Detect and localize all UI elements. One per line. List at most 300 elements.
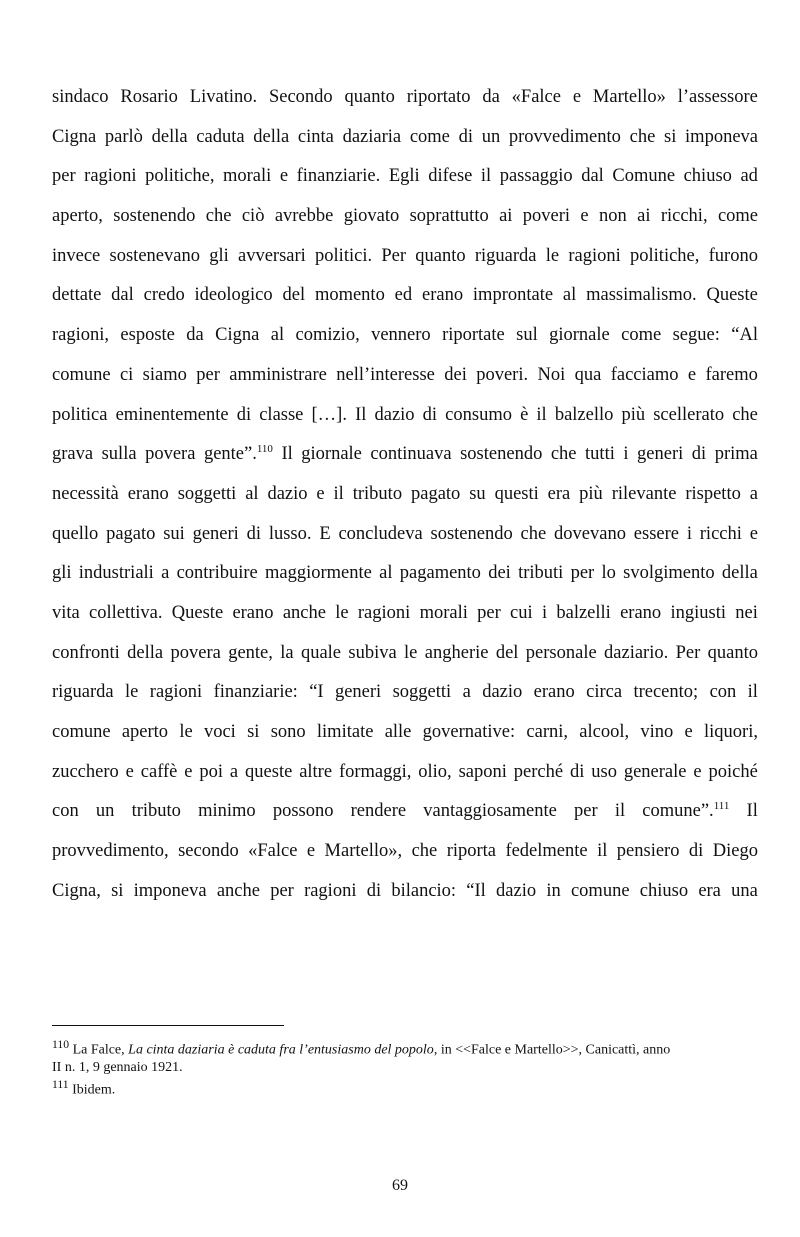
- word: poiché: [708, 761, 758, 782]
- word: erano: [421, 285, 464, 306]
- word: erano: [232, 602, 274, 623]
- word: ragioni: [149, 682, 203, 703]
- word: chiuso: [683, 166, 732, 187]
- word: un: [95, 801, 115, 822]
- word: giornale: [301, 444, 362, 465]
- word: ragioni: [568, 245, 621, 266]
- word: pensiero: [616, 841, 680, 862]
- word: la: [280, 642, 294, 663]
- word: soggetti: [392, 682, 452, 703]
- word: governative:: [422, 722, 516, 742]
- word: del: [495, 642, 519, 663]
- word: comizio,: [295, 325, 360, 346]
- word: collettiva.: [89, 602, 163, 623]
- word: ragioni: [304, 880, 357, 901]
- word: olio,: [418, 761, 452, 782]
- footnotes: [52, 1036, 758, 1098]
- word: è: [520, 404, 529, 425]
- word: povera: [145, 444, 196, 465]
- word: furono: [708, 245, 758, 266]
- word: e: [687, 364, 697, 385]
- word: cui: [510, 602, 533, 623]
- word: del: [282, 285, 306, 306]
- word: e: [684, 722, 693, 742]
- word: e: [316, 483, 325, 504]
- word: ricchi,: [660, 206, 708, 227]
- word: erano: [533, 682, 575, 703]
- word: era: [698, 880, 721, 901]
- word: Il: [355, 404, 367, 425]
- word: poveri: [522, 206, 571, 227]
- word: caduta: [196, 126, 245, 147]
- word: secondo: [178, 841, 239, 862]
- word: balzelli: [556, 602, 611, 623]
- word: siamo: [142, 364, 187, 385]
- word: amministrare: [229, 364, 327, 385]
- word: Rosario: [120, 87, 178, 107]
- word: balzello: [554, 404, 614, 425]
- word: comune: [52, 364, 111, 385]
- word: Cigna: [215, 325, 260, 346]
- footnote-110-line-2: II n. 1, 9 gennaio 1921.: [52, 1059, 183, 1075]
- word: vennero: [371, 325, 431, 346]
- word: povera: [170, 642, 221, 663]
- word: come: [717, 206, 758, 227]
- word: di: [236, 404, 252, 425]
- word: E: [319, 523, 331, 544]
- word: il: [747, 682, 758, 703]
- word: concludeva: [338, 523, 423, 544]
- word: consumo: [445, 404, 512, 425]
- word: confronti: [52, 642, 120, 663]
- body-line: [52, 435, 758, 475]
- word: comune: [570, 880, 630, 901]
- word: faremo: [705, 364, 758, 385]
- word: rilevante: [611, 483, 677, 504]
- word: «Falce: [248, 841, 298, 862]
- word: saponi: [458, 761, 507, 782]
- word: “I: [309, 682, 324, 703]
- body-line: [52, 713, 758, 753]
- word: sulla: [101, 444, 137, 465]
- word: giornale: [549, 325, 610, 346]
- word: ci: [119, 364, 134, 385]
- word: era: [547, 483, 571, 504]
- word: quale: [300, 642, 342, 663]
- word: maggiormente: [265, 563, 372, 584]
- word: di: [569, 761, 585, 782]
- word: chiuso: [639, 880, 689, 901]
- word: classe: [259, 404, 304, 425]
- word: e: [693, 761, 702, 782]
- word: Martello»: [592, 87, 666, 107]
- body-line: [52, 515, 758, 555]
- word: daziario.: [604, 642, 669, 663]
- word: rendere: [350, 801, 407, 822]
- word: lusso.: [268, 523, 312, 544]
- word: l’assessore: [677, 87, 758, 107]
- word: limitate: [316, 722, 374, 742]
- word: dazio: [374, 404, 415, 425]
- word: contribuire: [176, 563, 258, 584]
- word: con: [52, 801, 79, 822]
- word: i: [623, 444, 629, 465]
- word: e: [125, 761, 134, 782]
- word: riguarda: [474, 245, 537, 266]
- word: Secondo: [268, 87, 333, 107]
- word: comune”.$^{111}$: [642, 799, 730, 822]
- word: di: [366, 880, 382, 901]
- word: le: [545, 245, 560, 266]
- word: da: [482, 87, 500, 107]
- word: per: [270, 880, 294, 901]
- word: che: [520, 523, 547, 544]
- word: “Al: [731, 325, 758, 346]
- word: Queste: [171, 602, 224, 623]
- word: soprattutto: [409, 206, 489, 227]
- word: dal: [581, 166, 604, 187]
- word: queste: [245, 761, 293, 782]
- word: Egli: [388, 166, 420, 187]
- word: e: [184, 761, 193, 782]
- footnote-110-text-start: $^{110}$ La Falce, La cinta daziaria è caduta fra l’entusiasmo del popolo, in <<Falce e Martello>>, Canicattì, anno: [52, 1038, 671, 1058]
- word: imponeva: [133, 880, 207, 901]
- word: si: [111, 880, 124, 901]
- word: rispetto: [685, 483, 741, 504]
- word: liquori,: [704, 722, 758, 742]
- body-line: [52, 237, 758, 277]
- word: momento: [314, 285, 385, 306]
- word: pagato: [410, 483, 461, 504]
- word: svolgimento: [623, 563, 715, 584]
- word: «Falce: [511, 87, 561, 107]
- footnote-110-article-title: La cinta daziaria è caduta fra l’entusiasmo del popolo: [128, 1042, 434, 1058]
- word: minimo: [198, 801, 256, 822]
- word: personale: [525, 642, 597, 663]
- word: aperto,: [52, 206, 103, 227]
- word: una: [731, 880, 758, 901]
- word: politiche,: [145, 166, 215, 187]
- word: Cigna: [52, 126, 97, 147]
- word: della: [151, 126, 188, 147]
- word: […].: [311, 404, 347, 425]
- word: avrebbe: [274, 206, 334, 227]
- word: Comune: [612, 166, 676, 187]
- word: che: [411, 841, 438, 862]
- body-text: [52, 78, 758, 911]
- word: anche: [216, 880, 260, 901]
- body-line: [52, 554, 758, 594]
- word: Martello»,: [324, 841, 403, 862]
- body-line: [52, 118, 758, 158]
- word: erano: [620, 602, 662, 623]
- body-line: [52, 594, 758, 634]
- body-line: [52, 197, 758, 237]
- word: carni,: [526, 722, 568, 742]
- body-line: [52, 276, 758, 316]
- word: politica: [52, 404, 108, 425]
- word: al: [245, 483, 259, 504]
- body-line: [52, 634, 758, 674]
- word: le: [335, 602, 349, 623]
- word: Livatino.: [189, 87, 258, 107]
- word: politici.: [315, 245, 373, 266]
- word: più: [579, 483, 603, 504]
- word: per: [570, 563, 595, 584]
- word: dazio: [482, 682, 523, 703]
- word: quanto: [344, 87, 395, 107]
- word: voci: [203, 722, 236, 742]
- body-line: [52, 753, 758, 793]
- word: imponeva: [685, 126, 758, 147]
- word: quanto: [415, 245, 466, 266]
- word: tributo: [352, 483, 403, 504]
- word: e: [279, 166, 289, 187]
- word: il: [333, 483, 344, 504]
- word: provvedimento,: [52, 841, 169, 862]
- word: ed: [394, 285, 413, 306]
- body-line: [52, 78, 758, 118]
- word: soggetti: [177, 483, 237, 504]
- word: sostenendo: [430, 523, 513, 544]
- word: che: [732, 404, 758, 425]
- word: le: [179, 722, 193, 742]
- word: di: [688, 841, 704, 862]
- word: per: [52, 166, 76, 187]
- word: della: [127, 642, 164, 663]
- word: gente,: [228, 642, 273, 663]
- word: poi: [199, 761, 224, 782]
- word: nei: [735, 602, 758, 623]
- body-line: [52, 673, 758, 713]
- word: si: [247, 722, 260, 742]
- word: gli: [52, 563, 72, 584]
- footnote-ref-110[interactable]: 110: [256, 442, 273, 455]
- word: qua: [574, 364, 602, 385]
- word: dovevano: [554, 523, 626, 544]
- word: come: [621, 325, 662, 346]
- word: il: [614, 801, 626, 822]
- word: ideologico: [194, 285, 273, 306]
- word: sui: [163, 523, 185, 544]
- page-number: 69: [392, 1177, 408, 1194]
- word: ingiusti: [670, 602, 726, 623]
- word: avversari: [238, 245, 306, 266]
- footnote-ref-111[interactable]: 111: [713, 799, 730, 812]
- word: che: [205, 206, 232, 227]
- word: della: [721, 563, 758, 584]
- footnote-110-line-1: [52, 1036, 758, 1059]
- word: riportato: [406, 87, 471, 107]
- word: fedelmente: [505, 841, 588, 862]
- word: anche: [282, 602, 326, 623]
- word: Per: [675, 642, 701, 663]
- word: della: [253, 126, 290, 147]
- word: al: [270, 325, 285, 346]
- word: perché: [513, 761, 564, 782]
- word: gente”.$^{110}$: [203, 442, 273, 465]
- word: tributo: [131, 801, 181, 822]
- word: pagato: [106, 523, 156, 544]
- word: nell’interesse: [336, 364, 435, 385]
- word: il: [536, 404, 547, 425]
- word: quanto: [707, 642, 758, 663]
- word: sul: [516, 325, 538, 346]
- word: finanziarie:: [213, 682, 298, 703]
- word: di: [458, 126, 473, 147]
- word: un: [481, 126, 501, 147]
- word: dal: [111, 285, 134, 306]
- word: sindaco: [52, 87, 109, 107]
- word: i: [686, 523, 692, 544]
- word: necessità: [52, 483, 119, 504]
- word: gli: [209, 245, 229, 266]
- word: ai: [637, 206, 651, 227]
- word: Il: [281, 444, 293, 465]
- word: riportate: [442, 325, 505, 346]
- footnote-110-number: 110: [52, 1038, 70, 1051]
- word: prima: [714, 444, 758, 465]
- word: formaggi,: [338, 761, 412, 782]
- footnote-separator: [52, 1025, 284, 1026]
- word: e: [749, 523, 758, 544]
- word: non: [599, 206, 627, 227]
- body-line: [52, 475, 758, 515]
- word: che: [550, 444, 577, 465]
- word: dettate: [52, 285, 102, 306]
- body-line: [52, 396, 758, 436]
- word: ricchi: [699, 523, 742, 544]
- body-line: [52, 792, 758, 832]
- word: tributi: [518, 563, 564, 584]
- word: cinta: [297, 126, 334, 147]
- word: comune: [52, 722, 111, 742]
- word: subiva: [348, 642, 397, 663]
- body-line: [52, 356, 758, 396]
- word: sostenendo: [460, 444, 543, 465]
- word: credo: [143, 285, 185, 306]
- word: passaggio: [499, 166, 573, 187]
- word: vantaggiosamente: [423, 801, 557, 822]
- word: ad: [740, 166, 758, 187]
- body-line: [52, 316, 758, 356]
- word: Per: [381, 245, 407, 266]
- footnote-111: $^{111}$ Ibidem.: [52, 1077, 116, 1098]
- word: “Il: [466, 880, 486, 901]
- word: dazio: [267, 483, 308, 504]
- word: zucchero: [52, 761, 119, 782]
- word: Cigna,: [52, 880, 101, 901]
- word: trecento;: [633, 682, 699, 703]
- word: al: [379, 563, 393, 584]
- word: e: [572, 87, 582, 107]
- word: invece: [52, 245, 101, 266]
- word: tutti: [585, 444, 615, 465]
- body-line: [52, 872, 758, 912]
- word: improntate: [472, 285, 554, 306]
- word: sono: [270, 722, 306, 742]
- word: a: [229, 761, 239, 782]
- word: al: [562, 285, 577, 306]
- word: sostenevano: [109, 245, 200, 266]
- word: facciamo: [610, 364, 679, 385]
- word: per: [196, 364, 220, 385]
- word: erano: [127, 483, 169, 504]
- word: aperto: [121, 722, 169, 742]
- word: vino: [640, 722, 674, 742]
- word: si: [664, 126, 677, 147]
- word: vita: [52, 602, 80, 623]
- word: alcool,: [579, 722, 630, 742]
- word: ai: [499, 206, 513, 227]
- word: morali: [222, 166, 272, 187]
- word: le: [404, 642, 418, 663]
- word: e: [580, 206, 589, 227]
- word: poveri.: [476, 364, 529, 385]
- word: per: [574, 801, 598, 822]
- word: in: [546, 880, 561, 901]
- word: dazio: [496, 880, 537, 901]
- word: più: [621, 404, 646, 425]
- word: circa: [586, 682, 623, 703]
- word: Diego: [712, 841, 758, 862]
- word: quello: [52, 523, 99, 544]
- word: continuava: [370, 444, 452, 465]
- word: grava: [52, 444, 94, 465]
- word: difese: [428, 166, 473, 187]
- word: ragioni,: [52, 325, 110, 346]
- word: i: [541, 602, 548, 623]
- word: bilancio:: [391, 880, 457, 901]
- word: come: [409, 126, 450, 147]
- word: sostenendo: [113, 206, 196, 227]
- word: da: [186, 325, 204, 346]
- word: parlò: [104, 126, 143, 147]
- word: possono: [272, 801, 334, 822]
- word: politiche,: [630, 245, 700, 266]
- word: industriali: [78, 563, 154, 584]
- word: e: [306, 841, 316, 862]
- word: il: [480, 166, 492, 187]
- word: a: [161, 563, 170, 584]
- word: di: [691, 444, 707, 465]
- word: essere: [633, 523, 679, 544]
- word: Queste: [706, 285, 758, 306]
- word: caffè: [140, 761, 178, 782]
- word: su: [469, 483, 486, 504]
- word: questi: [494, 483, 539, 504]
- body-line: [52, 832, 758, 872]
- word: di: [422, 404, 438, 425]
- word: daziaria: [342, 126, 402, 147]
- word: scellerato: [653, 404, 725, 425]
- word: generale: [623, 761, 687, 782]
- word: di: [246, 523, 262, 544]
- word: ragioni: [84, 166, 137, 187]
- word: massimalismo.: [586, 285, 697, 306]
- word: riguarda: [52, 682, 114, 703]
- word: il: [597, 841, 608, 862]
- footnote-111-number: 111: [52, 1077, 69, 1091]
- word: con: [709, 682, 737, 703]
- word: che: [629, 126, 656, 147]
- word: finanziarie.: [296, 166, 381, 187]
- word: riporta: [446, 841, 496, 862]
- word: per: [477, 602, 501, 623]
- word: Il: [746, 801, 758, 822]
- word: angherie: [424, 642, 489, 663]
- word: uso: [591, 761, 617, 782]
